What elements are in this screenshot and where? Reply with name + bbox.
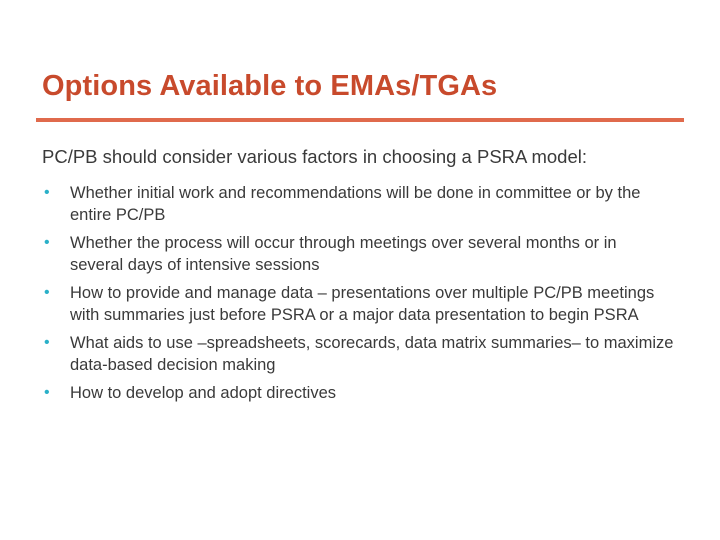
list-item	[44, 182, 674, 226]
bullet-icon: •	[44, 334, 50, 351]
slide-title: Options Available to EMAs/TGAs	[42, 70, 498, 102]
bullet-text: What aids to use –spreadsheets, scorecards, data matrix summaries– to maximize data-based decision making	[70, 334, 674, 374]
bullet-text: Whether the process will occur through meetings over several months or in several days of intensive sessions	[70, 234, 617, 274]
list-item	[44, 332, 674, 376]
list-item	[44, 282, 674, 326]
list-item	[44, 232, 674, 276]
bullet-icon: •	[44, 384, 50, 401]
intro-text: PC/PB should consider various factors in choosing a PSRA model:	[42, 146, 588, 167]
bullet-text: How to develop and adopt directives	[70, 384, 336, 402]
bullet-icon: •	[44, 234, 50, 251]
list-item	[44, 382, 674, 404]
bullet-text: How to provide and manage data – presentations over multiple PC/PB meetings with summaries just before PSRA or a major data presentation to begin PSRA	[70, 284, 655, 324]
bullet-icon: •	[44, 284, 50, 301]
title-divider	[36, 118, 684, 122]
bullet-icon: •	[44, 184, 50, 201]
bullet-list	[44, 182, 674, 410]
bullet-text: Whether initial work and recommendations will be done in committee or by the entire PC/PB	[70, 184, 641, 224]
